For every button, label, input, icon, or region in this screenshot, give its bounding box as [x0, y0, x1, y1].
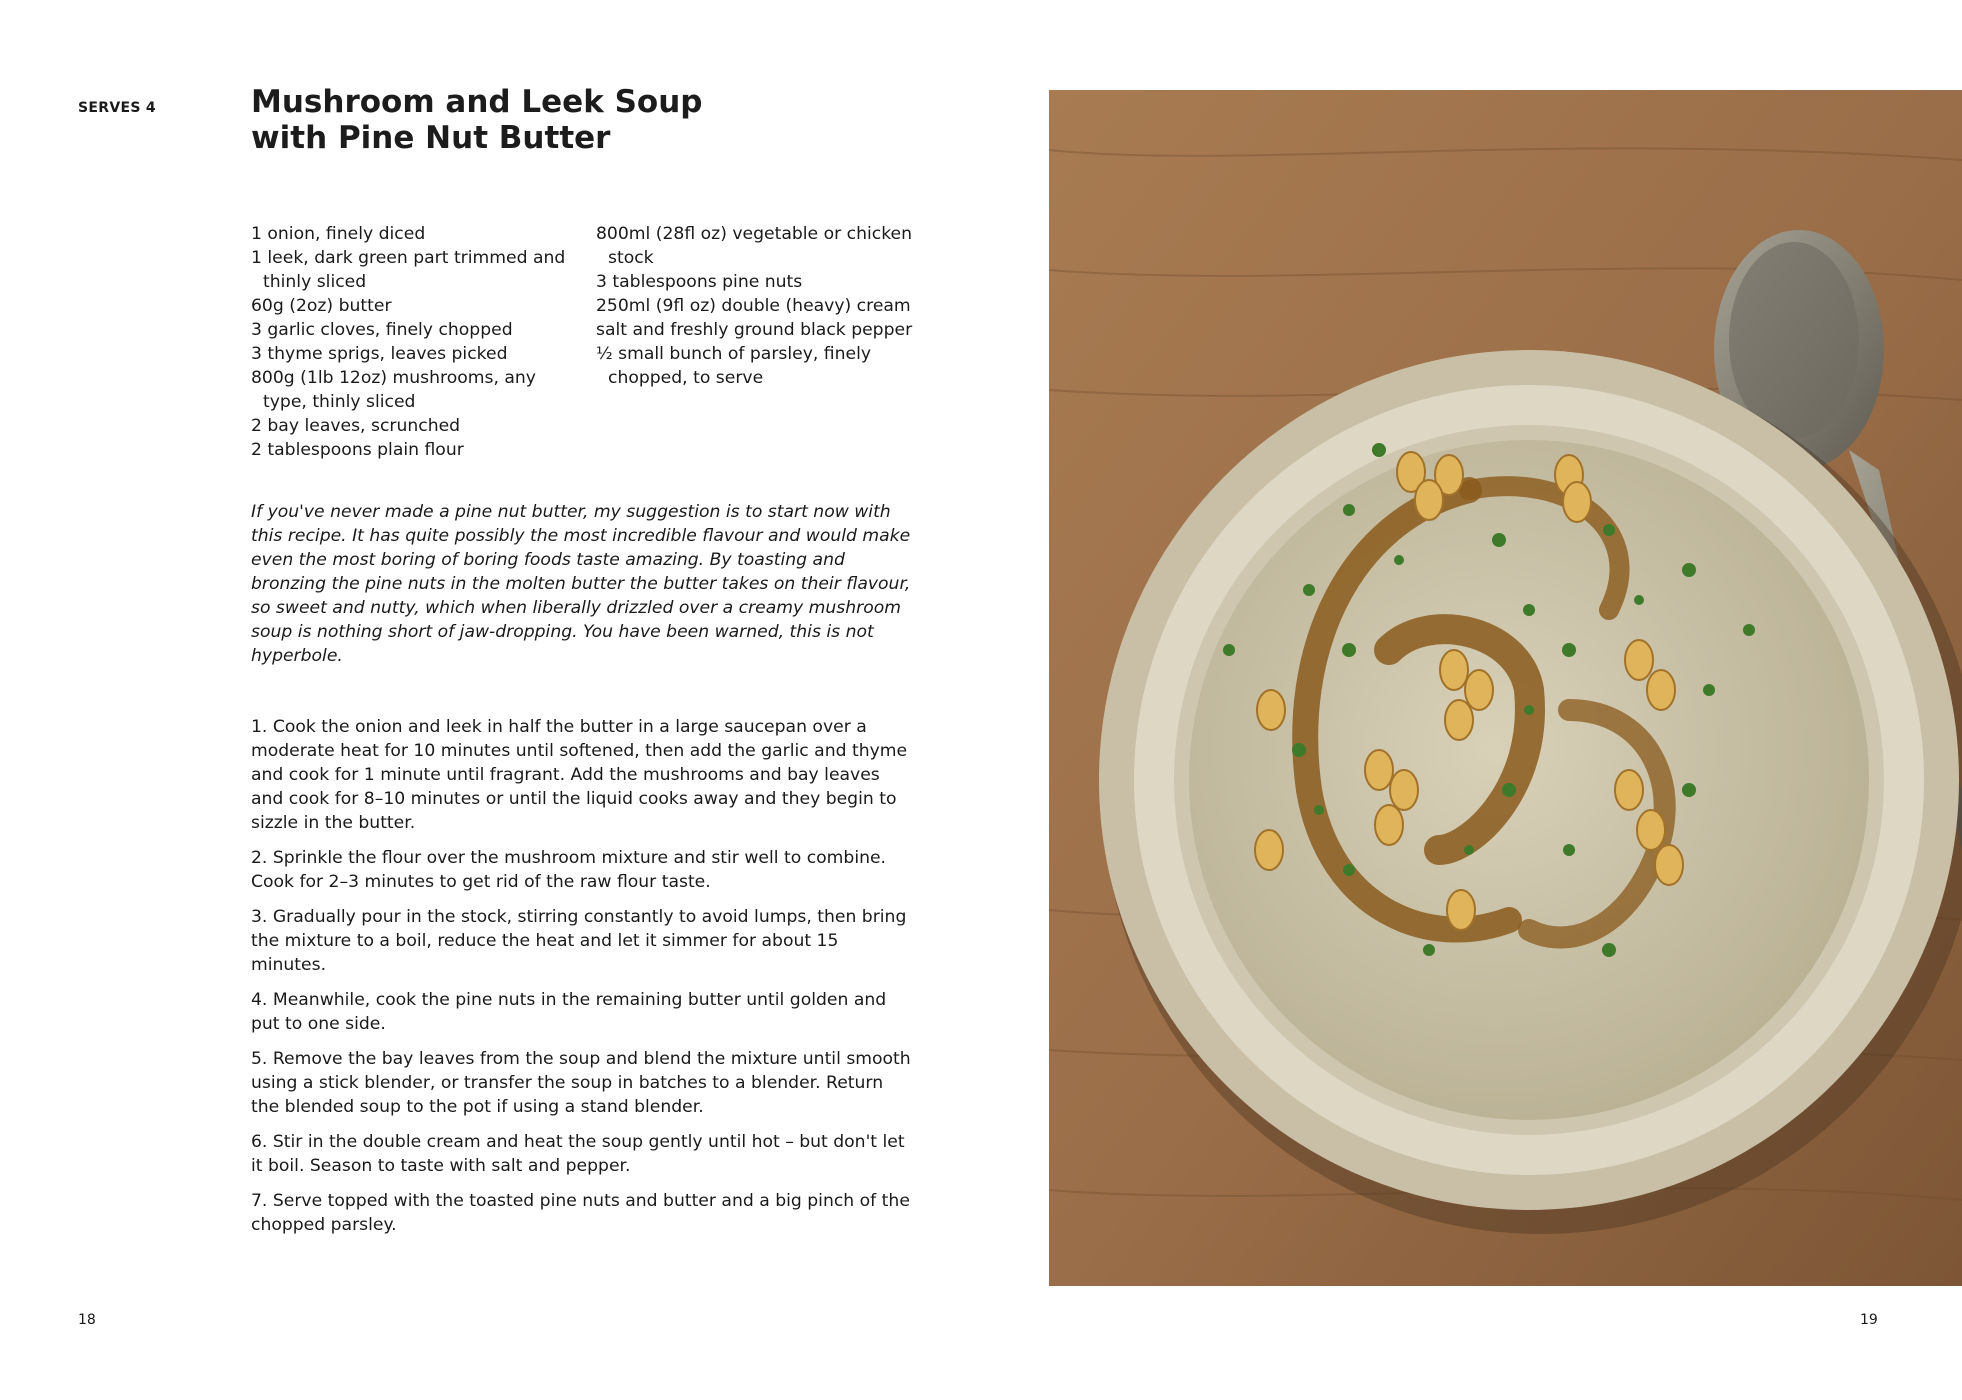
soup-photo [1049, 90, 1962, 1286]
method-step: 2. Sprinkle the flour over the mushroom mixture and stir well to combine. Cook for 2–3 minutes to get rid of the raw flour taste. [251, 848, 887, 892]
page-number-left: 18 [78, 1312, 96, 1328]
method-step: 4. Meanwhile, cook the pine nuts in the remaining butter until golden and put to one side. [251, 990, 887, 1034]
ingredient-item: 800g (1lb 12oz) mushrooms, any type, thinly sliced [251, 368, 536, 412]
page-number-right: 19 [1860, 1312, 1878, 1328]
method-step: 7. Serve topped with the toasted pine nuts and butter and a big pinch of the chopped parsley. [251, 1191, 910, 1235]
soup-photo-illustration [1049, 90, 1962, 1286]
recipe-title-line-1: Mushroom and Leek Soup [251, 84, 703, 120]
ingredient-item: 800ml (28fl oz) vegetable or chicken stock [596, 224, 913, 268]
ingredient-item: salt and freshly ground black pepper [596, 320, 913, 340]
ingredient-item: 3 tablespoons pine nuts [596, 272, 803, 292]
ingredient-item: 60g (2oz) butter [251, 296, 392, 316]
ingredient-item: 3 thyme sprigs, leaves picked [251, 344, 508, 364]
ingredient-item: 1 onion, finely diced [251, 224, 426, 244]
ingredient-item: 2 tablespoons plain flour [251, 440, 464, 460]
ingredient-item: ½ small bunch of parsley, finely chopped, to serve [596, 344, 872, 388]
serves-label: SERVES 4 [78, 100, 156, 116]
recipe-intro: If you've never made a pine nut butter, my suggestion is to start now with this recipe. It has quite possibly the most incredible flavour and would make even the most boring of boring foods taste amazing. By toasting and bronzing the pine nuts in the molten butter the butter takes on their flavour, so sweet and nutty, which when liberally drizzled over a creamy mushroom soup is nothing short of jaw-dropping. You have been warned, this is not hyperbole. [251, 502, 911, 666]
ingredient-item: 250ml (9fl oz) double (heavy) cream [596, 296, 911, 316]
method-step: 3. Gradually pour in the stock, stirring constantly to avoid lumps, then bring the mixture to a boil, reduce the heat and let it simmer for about 15 minutes. [251, 907, 907, 975]
method-step: 5. Remove the bay leaves from the soup and blend the mixture until smooth using a stick blender, or transfer the soup in batches to a blender. Return the blended soup to the pot if using a stand blender. [251, 1049, 911, 1117]
method-steps [251, 715, 916, 1248]
ingredient-item: 2 bay leaves, scrunched [251, 416, 461, 436]
ingredient-item: 3 garlic cloves, finely chopped [251, 320, 513, 340]
recipe-title [251, 84, 702, 156]
ingredients-left-column [251, 222, 581, 462]
ingredient-item: 1 leek, dark green part trimmed and thinly sliced [251, 248, 566, 292]
method-step: 1. Cook the onion and leek in half the butter in a large saucepan over a moderate heat for 10 minutes until softened, then add the garlic and thyme and cook for 1 minute until fragrant. Add the mushrooms and bay leaves and cook for 8–10 minutes or until the liquid cooks away and they begin to sizzle in the butter. [251, 717, 908, 833]
recipe-title-line-2: with Pine Nut Butter [251, 120, 611, 156]
method-step: 6. Stir in the double cream and heat the soup gently until hot – but don't let it boil. Season to taste with salt and pepper. [251, 1132, 905, 1176]
ingredients-right-column [596, 222, 926, 390]
